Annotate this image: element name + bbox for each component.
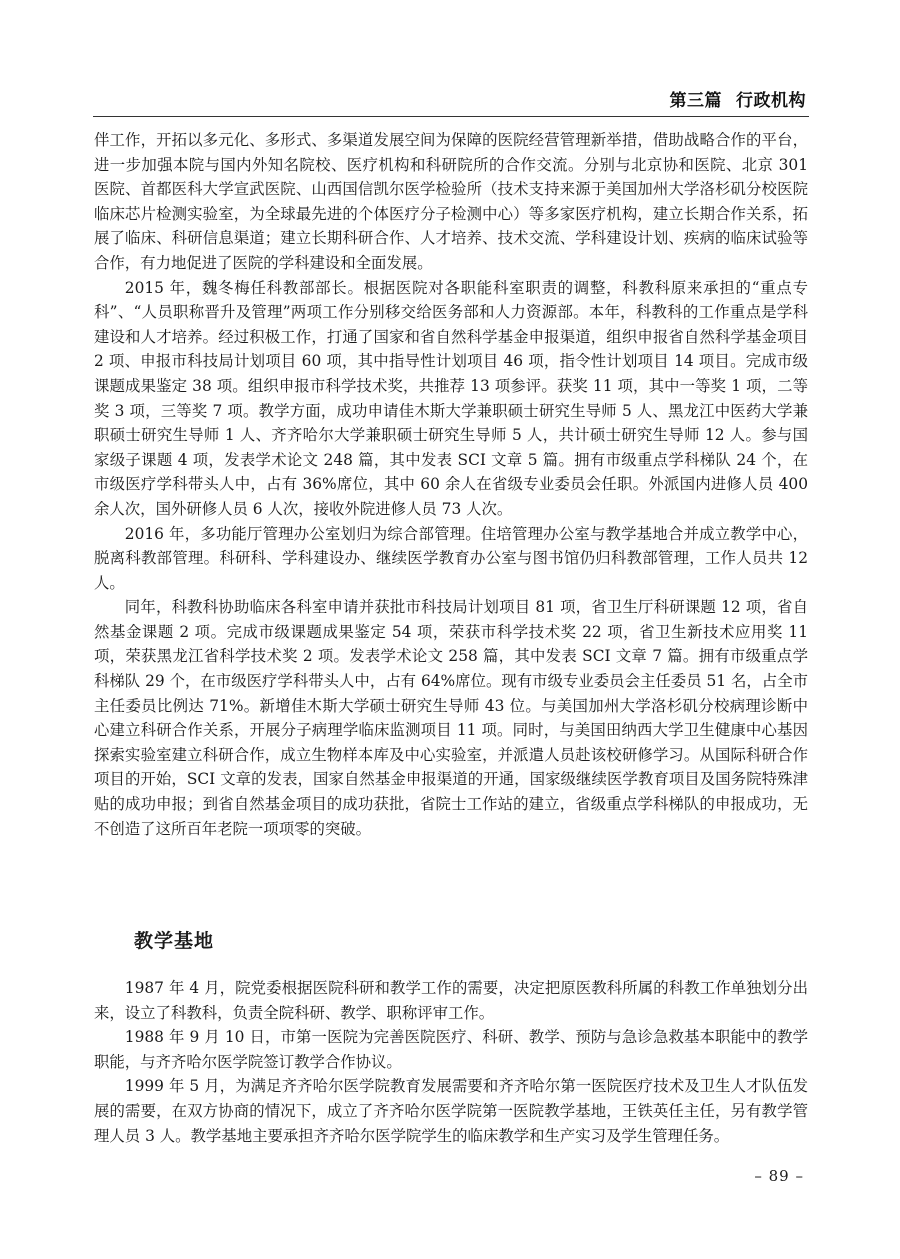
paragraph: 1999 年 5 月，为满足齐齐哈尔医学院教育发展需要和齐齐哈尔第一医院医疗技术及卫生人才队伍发展的需要，在双方协商的情况下，成立了齐齐哈尔医学院第一医院教学基地，王铁英任主任，另有教学管理人员 3 人。教学基地主要承担齐齐哈尔医学院学生的临床教学和生产实习及学生管理任务。 xyxy=(94,1077,808,1145)
running-header xyxy=(670,86,807,111)
header-part: 第三篇 xyxy=(669,91,722,111)
paragraph: 2016 年，多功能厅管理办公室划归为综合部管理。住培管理办公室与教学基地合并成立教学中心，脱离科教部管理。科研科、学科建设办、继续医学教育办公室与图书馆仍归科教部管理，工作人员共 12 人。 xyxy=(94,524,808,592)
paragraph: 伴工作，开拓以多元化、多形式、多渠道发展空间为保障的医院经营管理新举措，借助战略合作的平台，进一步加强本院与国内外知名院校、医疗机构和科研院所的合作交流。分别与北京协和医院、北京 301 医院、首都医科大学宣武医院、山西国信凯尔医学检验所（技术支持来源于美国加州大学洛杉矶分校医院临床芯片检测实验室，为全球最先进的个体医疗分子检测中心）等多家医疗机构，建立长期合作关系，拓展了临床、科研信息渠道；建立长期科研合作、人才培养、技术交流、学科建设计划、疾病的临床试验等合作，有力地促进了医院的学科建设和全面发展。 xyxy=(94,131,808,272)
body-text-bottom xyxy=(94,976,808,1148)
page-number: – 89 – xyxy=(754,1167,804,1185)
body-text-top xyxy=(94,128,808,841)
section-heading: 教学基地 xyxy=(134,930,215,952)
paragraph: 1988 年 9 月 10 日，市第一医院为完善医院医疗、科研、教学、预防与急诊急救基本职能中的教学职能，与齐齐哈尔医学院签订教学合作协议。 xyxy=(94,1028,808,1071)
paragraph: 1987 年 4 月，院党委根据医院科研和教学工作的需要，决定把原医教科所属的科教工作单独划分出来，设立了科教科，负责全院科研、教学、职称评审工作。 xyxy=(94,979,808,1022)
header-chapter: 行政机构 xyxy=(736,91,806,111)
paragraph: 2015 年，魏冬梅任科教部部长。根据医院对各职能科室职责的调整，科教科原来承担的“重点专科”、“人员职称晋升及管理”两项工作分别移交给医务部和人力资源部。本年，科教科的工作重点是学科建设和人才培养。经过积极工作，打通了国家和省自然科学基金申报渠道，组织申报省自然科学基金项目 2 项、申报市科技局计划项目 60 项，其中指导性计划项目 46 项，指令性计划项目 14 项目。完成市级课题成果鉴定 38 项。组织申报市科学技术奖，共推荐 13 项参评。获奖 11 项，其中一等奖 1 项，二等奖 3 项，三等奖 7 项。教学方面，成功申请佳木斯大学兼职硕士研究生导师 5 人、黑龙江中医药大学兼职硕士研究生导师 1 人、齐齐哈尔大学兼职硕士研究生导师 5 人，共计硕士研究生导师 12 人。参与国家级子课题 4 项，发表学术论文 248 篇，其中发表 SCI 文章 5 篇。拥有市级重点学科梯队 24 个，在市级医疗学科带头人中，占有 36%席位，其中 60 余人在省级专业委员会任职。外派国内进修人员 400 余人次，国外研修人员 6 人次，接收外院进修人员 73 人次。 xyxy=(94,278,808,518)
paragraph: 同年，科教科协助临床各科室申请并获批市科技局计划项目 81 项，省卫生厅科研课题 12 项，省自然基金课题 2 项。完成市级课题成果鉴定 54 项，荣获市科学技术奖 22 项，省卫生新技术应用奖 11 项，荣获黑龙江省科学技术奖 2 项。发表学术论文 258 篇，其中发表 SCI 文章 7 篇。拥有市级重点学科梯队 29 个，在市级医疗学科带头人中，占有 64%席位。现有市级专业委员会主任委员 51 名，占全市主任委员比例达 71%。新增佳木斯大学硕士研究生导师 43 位。与美国加州大学洛杉矶分校病理诊断中心建立科研合作关系，开展分子病理学临床监测项目 11 项。同时，与美国田纳西大学卫生健康中心基因探索实验室建立科研合作，成立生物样本库及中心实验室，并派遣人员赴该校研修学习。从国际科研合作项目的开始，SCI 文章的发表，国家自然基金申报渠道的开通，国家级继续医学教育项目及国务院特殊津贴的成功申报；到省自然基金项目的成功获批，省院士工作站的建立，省级重点学科梯队的申报成功，无不创造了这所百年老院一项项零的突破。 xyxy=(94,598,808,838)
header-rule xyxy=(93,116,809,117)
